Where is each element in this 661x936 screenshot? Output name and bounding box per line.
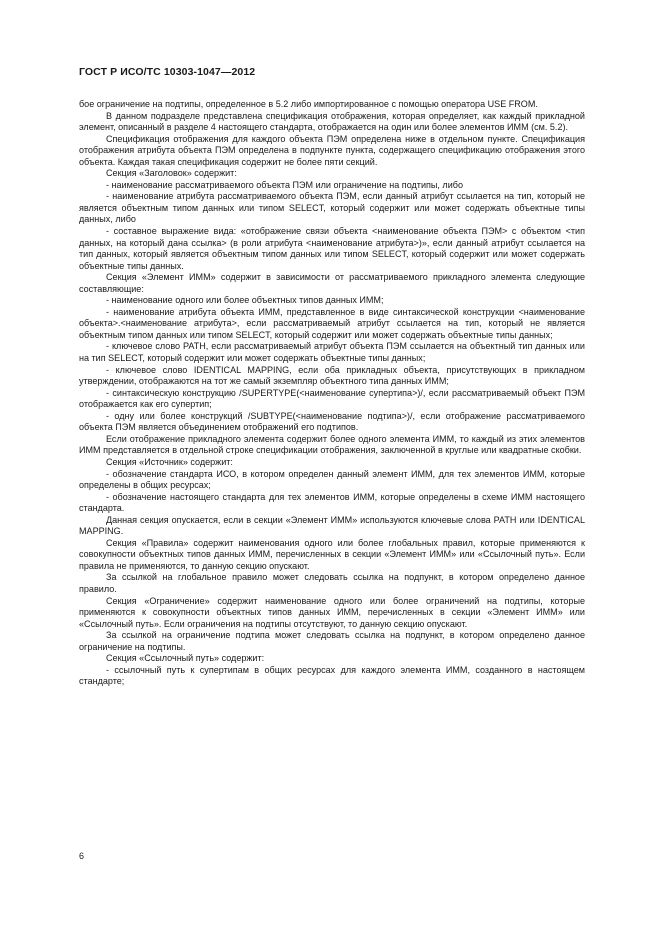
list-item: - наименование рассматриваемого объекта ПЭМ или ограничение на подтипы, либо	[106, 179, 463, 190]
paragraph: Секция «Ограничение» содержит наименование одного или более ограничений на подтипы, которые применяются к совокупности объектных типов данных ИММ, перечисленных в секции «Элемент ИММ» или «Ссылочный путь». Если ограничения на подтипы отсутствуют, то данную секцию опускают.	[79, 595, 585, 629]
paragraph: Спецификация отображения для каждого объекта ПЭМ определена ниже в отдельном пункте. Спецификация отображения атрибута объекта ПЭМ определена в подпункте пункта, содержащего спецификацию отображения этого объекта. Каждая такая спецификация содержит не более пяти секций.	[79, 133, 585, 167]
paragraph: Секция «Элемент ИММ» содержит в зависимости от рассматриваемого прикладного элемента следующие составляющие:	[79, 272, 585, 294]
list-item: - ключевое слово PATH, если рассматриваемый атрибут объекта ПЭМ ссылается на объектный тип данных или на тип SELECT, который содержит или может содержать объектные типы данных;	[79, 341, 585, 364]
list-item: - наименование одного или более объектных типов данных ИММ;	[106, 295, 384, 306]
list-item: - составное выражение вида: «отображение связи объекта <наименование объекта ПЭМ> с объектом <тип данных, на который дана ссылка> (в роли атрибута <наименование атрибута>)», если данный атрибут ссылается на тип данных, который является объектным типом данных или типом SELECT, который содержит или может содержать объектные типы данных.	[79, 226, 585, 271]
paragraph: Данная секция опускается, если в секции «Элемент ИММ» используются ключевые слова PATH или IDENTICAL MAPPING.	[79, 514, 585, 537]
list-item: - обозначение стандарта ИСО, в котором определен данный элемент ИММ, для тех элементов ИММ, которые определены в общих ресурсах;	[79, 468, 585, 491]
paragraph: За ссылкой на ограничение подтипа может следовать ссылка на подпункт, в котором определено данное ограничение на подтипы.	[79, 630, 585, 652]
paragraph: Если отображение прикладного элемента содержит более одного элемента ИММ, то каждый из этих элементов ИММ представляется в отдельной строке спецификации отображения, заключенной в круглые или квадратные скобки.	[79, 433, 585, 456]
document-header: ГОСТ Р ИСО/ТС 10303-1047—2012	[79, 66, 256, 78]
list-item: - обозначение настоящего стандарта для тех элементов ИММ, которые определены в схеме ИММ настоящего стандарта.	[79, 491, 585, 514]
paragraph-continuation: бое ограничение на подтипы, определенное в 5.2 либо импортированное с помощью оператора USE FROM.	[79, 99, 538, 109]
paragraph: Секция «Ссылочный путь» содержит:	[106, 653, 265, 664]
list-item: - ключевое слово IDENTICAL MAPPING, если оба прикладных объекта, присутствующих в прикладном утверждении, отображаются на тот же самый экземпляр объектного типа данных ИММ;	[79, 364, 585, 387]
list-item: - наименование атрибута объекта ИММ, представленное в виде синтаксической конструкции <наименование объекта>.<наименование атрибута>, если рассматриваемый атрибут ссылается на тип, который не является объектным типом данных или типом SELECT, который содержит или может содержать объектные типы данных;	[79, 306, 585, 340]
paragraph: В данном подразделе представлена спецификация отображения, которая определяет, как каждый прикладной элемент, описанный в разделе 4 настоящего стандарта, отображается на один или более элементов ИММ (см. 5.2).	[79, 110, 585, 133]
paragraph: Секция «Правила» содержит наименования одного или более глобальных правил, которые применяются к совокупности объектных типов данных ИММ, перечисленных в секции «Элемент ИММ» или «Ссылочный путь». Если правила не применяются, то данную секцию опускают.	[79, 537, 585, 571]
list-item: - синтаксическую конструкцию /SUPERTYPE(<наименование супертипа>)/, если рассматриваемый объект ПЭМ отображается как его супертип;	[79, 387, 585, 410]
list-item: - ссылочный путь к супертипам в общих ресурсах для каждого элемента ИММ, созданного в настоящем стандарте;	[79, 664, 585, 687]
paragraph: За ссылкой на глобальное правило может следовать ссылка на подпункт, в котором определено данное правило.	[79, 572, 585, 594]
paragraph: Секция «Источник» содержит:	[106, 456, 233, 467]
paragraph: Секция «Заголовок» содержит:	[106, 168, 237, 179]
list-item: - одну или более конструкций /SUBTYPE(<наименование подтипа>)/, если отображение рассматриваемого объекта ПЭМ является объединением отображений его подтипов.	[79, 410, 585, 433]
document-body	[79, 99, 585, 688]
page-number: 6	[79, 851, 85, 861]
list-item: - наименование атрибута рассматриваемого объекта ПЭМ, если данный атрибут ссылается на тип, который не является объектным типом данных или типом SELECT, который содержит или может содержать объектные типы данных, либо	[79, 191, 585, 225]
